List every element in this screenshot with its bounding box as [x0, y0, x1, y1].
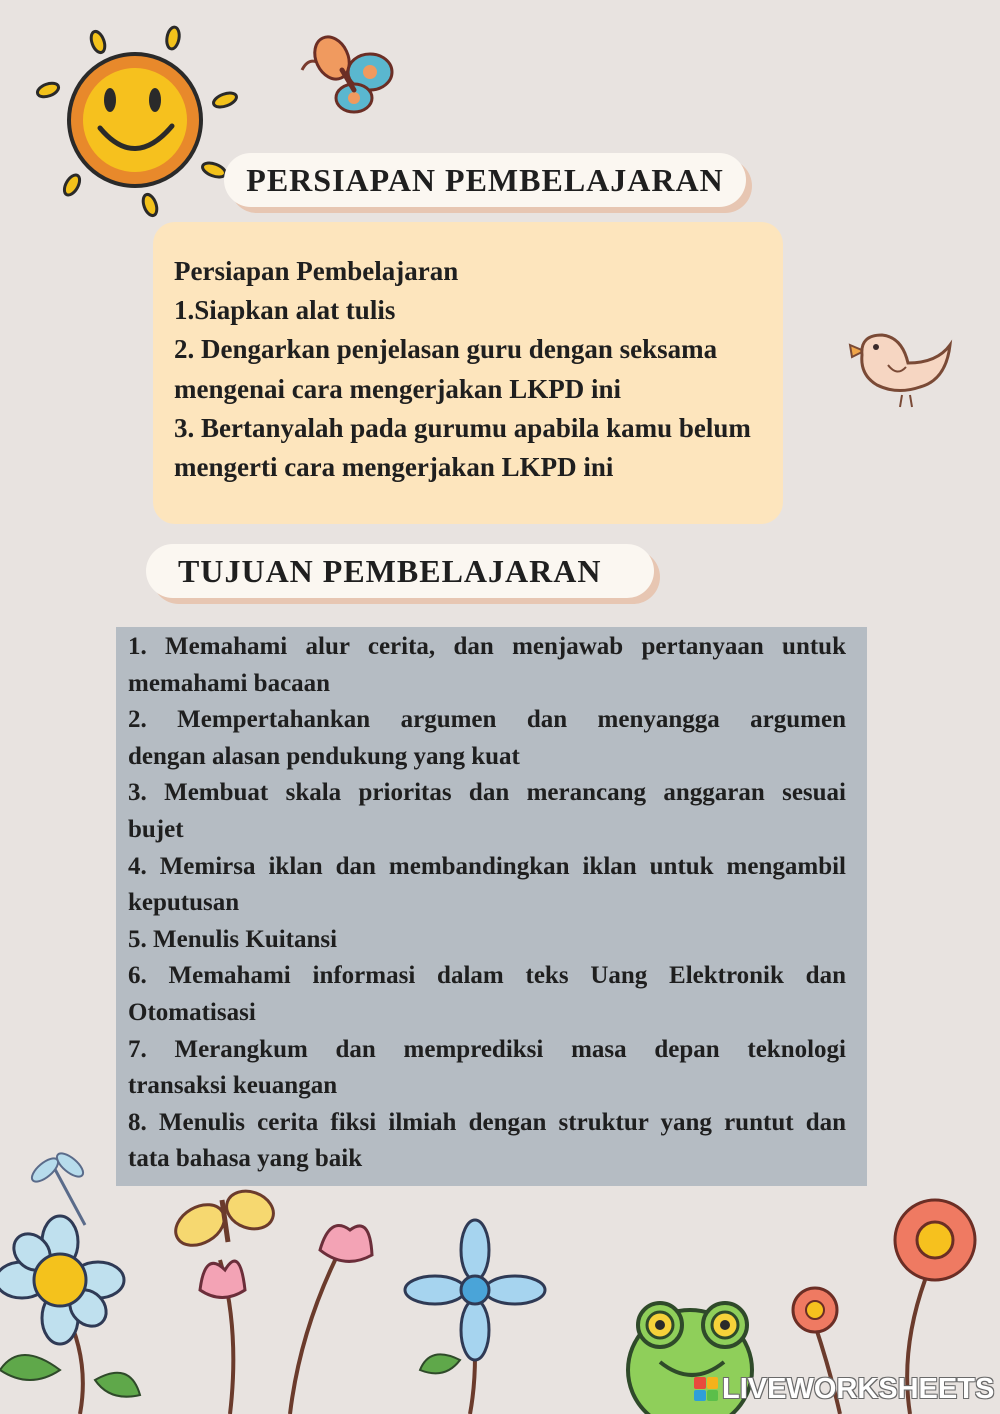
tujuan-line: keputusan [128, 889, 240, 917]
persiapan-line: 3. Bertanyalah pada gurumu apabila kamu belum [174, 412, 751, 443]
tujuan-line: 5. Menulis Kuitansi [128, 925, 338, 953]
watermark-text: LIVEWORKSHEETS [722, 1372, 995, 1405]
persiapan-line: Persiapan Pembelajaran [174, 256, 459, 286]
persiapan-box [153, 222, 783, 524]
flower-icon [0, 1216, 124, 1344]
bird-icon [842, 325, 962, 415]
tujuan-line: Otomatisasi [128, 998, 256, 1026]
liveworksheets-watermark [694, 1372, 994, 1406]
butterfly-icon [292, 30, 402, 120]
persiapan-line: 2. Dengarkan penjelasan guru dengan seksama [174, 334, 718, 365]
sun-icon [30, 20, 250, 220]
persiapan-line: mengerti cara mengerjakan LKPD ini [174, 452, 614, 483]
tujuan-line: transaksi keuangan [128, 1072, 338, 1100]
persiapan-heading: PERSIAPAN PEMBELAJARAN [224, 153, 746, 207]
tujuan-line: tata bahasa yang baik [128, 1145, 363, 1173]
tujuan-line: 3. Membuat skala prioritas dan merancang anggaran sesuai [128, 779, 846, 807]
flower-icon [405, 1220, 545, 1360]
tujuan-line: memahami bacaan [128, 669, 331, 697]
liveworksheets-logo-icon [694, 1377, 718, 1401]
tujuan-line: 2. Mempertahankan argumen dan menyangga argumen [128, 706, 846, 734]
tujuan-line: 6. Memahami informasi dalam teks Uang Elektronik dan [128, 962, 846, 990]
tujuan-line: 1. Memahami alur cerita, dan menjawab pertanyaan untuk [128, 633, 846, 660]
tujuan-line: 7. Merangkum dan memprediksi masa depan teknologi [128, 1035, 846, 1063]
tujuan-box [116, 627, 867, 1186]
persiapan-line: mengenai cara mengerjakan LKPD ini [174, 373, 621, 404]
tujuan-line: dengan alasan pendukung yang kuat [128, 742, 520, 770]
tujuan-line: bujet [128, 815, 184, 843]
tujuan-heading: TUJUAN PEMBELAJARAN [146, 544, 654, 598]
butterfly-icon [168, 1185, 278, 1254]
tujuan-line: 4. Memirsa iklan dan membandingkan iklan untuk mengambil [128, 852, 846, 880]
tujuan-line: 8. Menulis cerita fiksi ilmiah dengan struktur yang runtut dan [128, 1108, 846, 1136]
dragonfly-icon [28, 1149, 87, 1225]
persiapan-line: 1.Siapkan alat tulis [174, 295, 396, 326]
